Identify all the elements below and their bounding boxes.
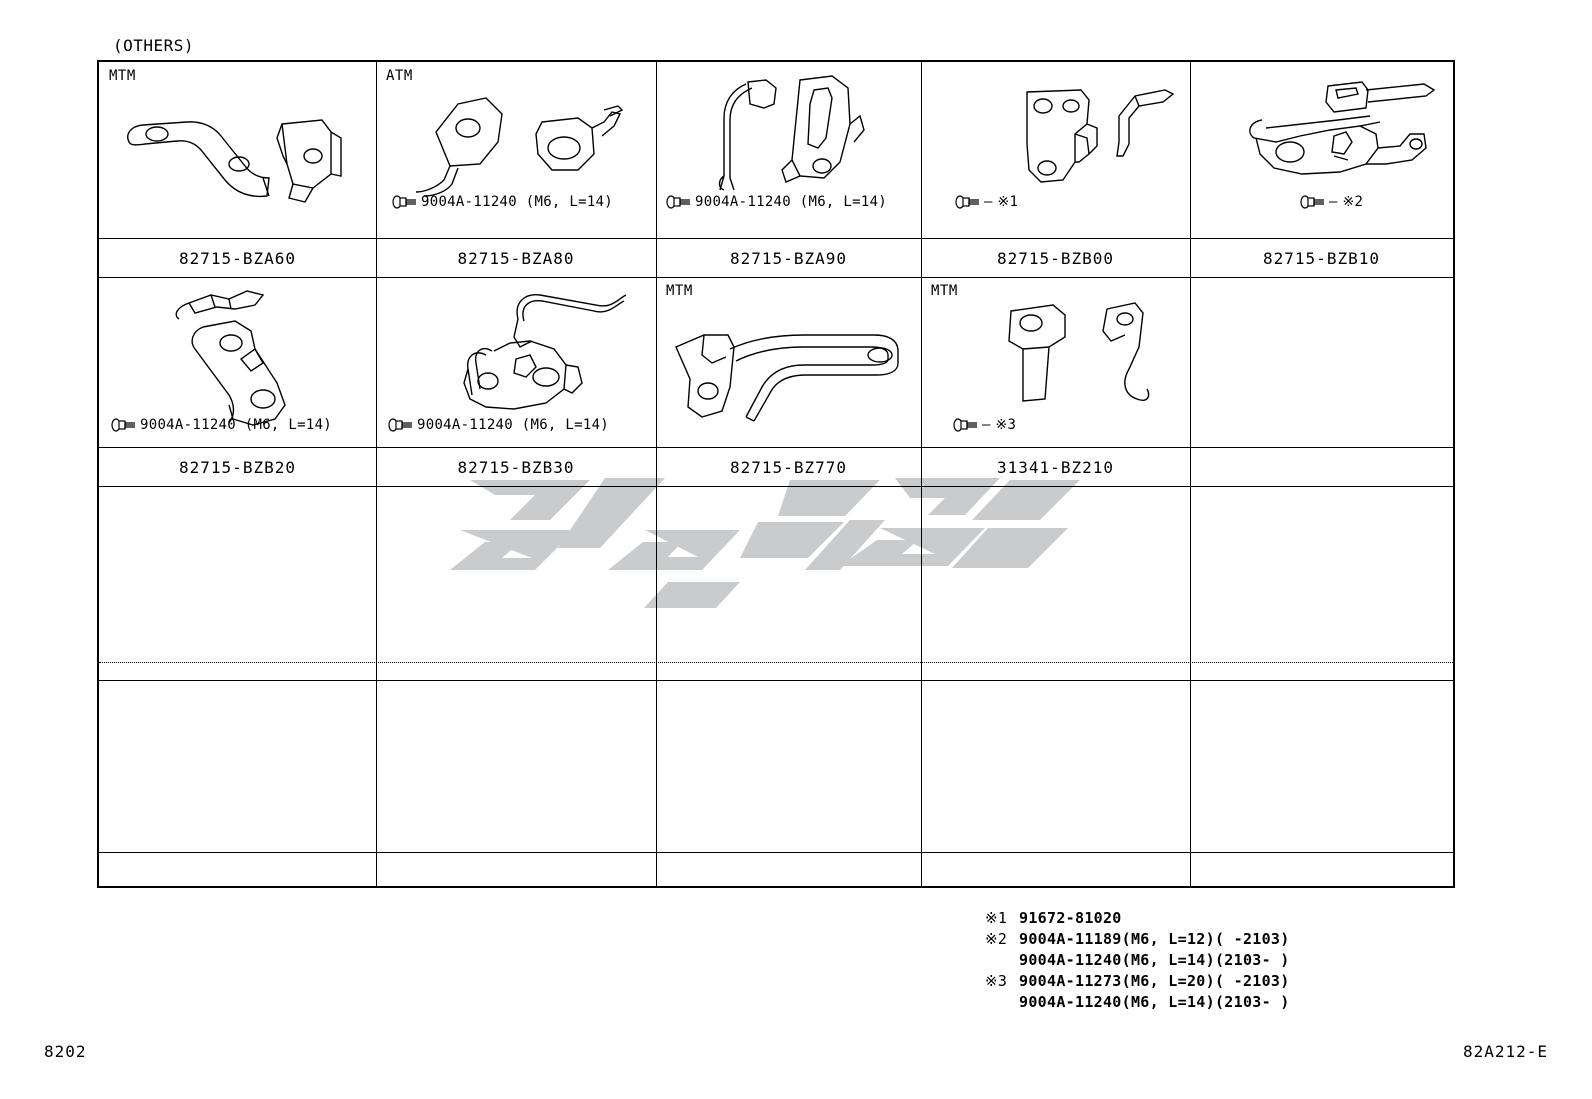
cell-r1c1[interactable]: [99, 62, 376, 238]
cell-partno-r1c2[interactable]: [376, 238, 656, 277]
cell-r2c5[interactable]: [1190, 277, 1453, 447]
cell-tag-atm: ATM: [386, 68, 413, 84]
footnote-text: 9004A-11240(M6, L=14)(2103- ): [1019, 951, 1290, 969]
bolt-icon: [388, 418, 414, 432]
footnote-2-line2: [1019, 950, 1290, 971]
cell-tag-mtm: MTM: [666, 283, 693, 299]
cell-tag-mtm: MTM: [931, 283, 958, 299]
cell-r4c2[interactable]: [376, 680, 656, 852]
grid-hline-5: [99, 662, 1453, 663]
part-number: 82715-BZA60: [179, 249, 296, 268]
cell-partno-r1c1[interactable]: [99, 238, 376, 277]
bolt-callout: [666, 194, 887, 210]
part-number: 82715-BZB30: [457, 458, 575, 477]
part-number: 82715-BZB10: [1263, 249, 1380, 268]
cell-r1c4[interactable]: [921, 62, 1190, 238]
cell-partno-r2c2[interactable]: [376, 447, 656, 486]
part-number: 82715-BZB00: [997, 249, 1114, 268]
part-illustration: [708, 74, 908, 199]
bolt-label: 9004A-11240 (M6, L=14): [417, 417, 610, 433]
cell-partno-r2c3[interactable]: [656, 447, 921, 486]
cell-r2c2[interactable]: [376, 277, 656, 447]
cell-partno-r2c1[interactable]: [99, 447, 376, 486]
part-illustration: [406, 92, 636, 202]
footnote-mark: ※1: [985, 909, 1008, 927]
bolt-label: 9004A-11240 (M6, L=14): [140, 417, 333, 433]
cell-partno-r1c4[interactable]: [921, 238, 1190, 277]
cell-partno-r2c5[interactable]: [1190, 447, 1453, 486]
footnote-mark: ※3: [985, 972, 1008, 990]
cell-partno-r2c4[interactable]: [921, 447, 1190, 486]
footnote-mark: ※2: [985, 930, 1008, 948]
bolt-callout: [111, 417, 332, 433]
part-illustration: [159, 287, 359, 427]
cell-r4c3[interactable]: [656, 680, 921, 852]
part-illustration: [983, 84, 1183, 204]
footnote-1: [985, 908, 1290, 929]
footnote-text: 9004A-11189(M6, L=12)( -2103): [1019, 930, 1290, 948]
bolt-icon: [953, 418, 979, 432]
footnote-2: [985, 929, 1290, 950]
footer-left-code: 8202: [44, 1042, 87, 1061]
bolt-label: ※1: [997, 194, 1019, 210]
cell-partno-r1c3[interactable]: [656, 238, 921, 277]
part-illustration: [117, 104, 367, 214]
part-illustration: [426, 289, 656, 429]
bolt-label: ※2: [1342, 194, 1364, 210]
cell-r3c1[interactable]: [99, 486, 376, 662]
part-number: 82715-BZ770: [730, 458, 847, 477]
bolt-icon: [1300, 195, 1326, 209]
part-illustration: [1210, 76, 1450, 196]
bolt-callout: [392, 194, 613, 210]
footnote-3: [985, 971, 1290, 992]
footnotes: [985, 908, 1290, 1013]
bolt-callout: [388, 417, 609, 433]
part-illustration: [979, 295, 1179, 425]
cell-r2c3[interactable]: [656, 277, 921, 447]
bolt-label: 9004A-11240 (M6, L=14): [695, 194, 888, 210]
footnote-text: 9004A-11273(M6, L=20)( -2103): [1019, 972, 1290, 990]
bolt-label: ※3: [995, 417, 1017, 433]
bolt-icon: [111, 418, 137, 432]
parts-table: [97, 60, 1455, 888]
part-number: 31341-BZ210: [997, 458, 1114, 477]
bolt-callout: — ※3: [953, 417, 1016, 433]
cell-r3c3[interactable]: [656, 486, 921, 662]
cell-r3c5[interactable]: [1190, 486, 1453, 662]
cell-tag-mtm: MTM: [109, 68, 136, 84]
footer-right-code: 82A212-E: [1462, 1042, 1548, 1061]
part-illustration: [668, 325, 908, 435]
part-number: 82715-BZB20: [179, 458, 296, 477]
bolt-icon: [666, 195, 692, 209]
bolt-icon: [392, 195, 418, 209]
cell-r3c2[interactable]: [376, 486, 656, 662]
cell-r1c3[interactable]: [656, 62, 921, 238]
part-number: 82715-BZA80: [457, 249, 575, 268]
section-label: (OTHERS): [113, 36, 195, 55]
bolt-label: 9004A-11240 (M6, L=14): [421, 194, 614, 210]
footnote-text: 91672-81020: [1019, 909, 1122, 927]
grid-hline-7: [99, 852, 1453, 853]
cell-partno-r1c5[interactable]: [1190, 238, 1453, 277]
bolt-icon: [955, 195, 981, 209]
cell-r4c5[interactable]: [1190, 680, 1453, 852]
part-number: 82715-BZA90: [730, 249, 847, 268]
footnote-text: 9004A-11240(M6, L=14)(2103- ): [1019, 993, 1290, 1011]
bolt-callout: — ※2: [1300, 194, 1363, 210]
cell-r1c5[interactable]: [1190, 62, 1453, 238]
bolt-callout: — ※1: [955, 194, 1018, 210]
cell-r1c2[interactable]: [376, 62, 656, 238]
cell-r4c1[interactable]: [99, 680, 376, 852]
cell-r2c1[interactable]: [99, 277, 376, 447]
cell-r4c4[interactable]: [921, 680, 1190, 852]
cell-r3c4[interactable]: [921, 486, 1190, 662]
cell-r2c4[interactable]: [921, 277, 1190, 447]
footnote-3-line2: [1019, 992, 1290, 1013]
